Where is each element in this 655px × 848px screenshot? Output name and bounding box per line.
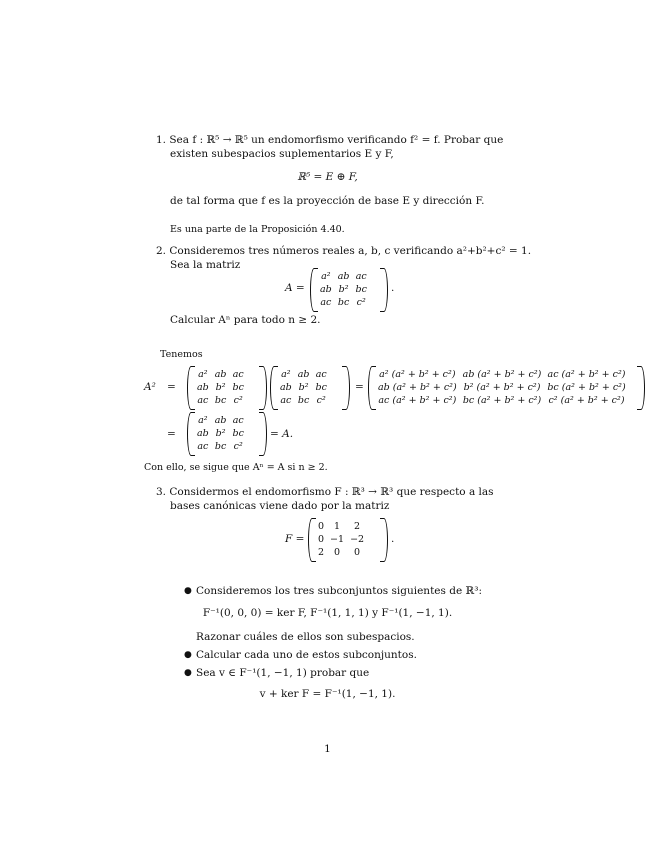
matrix-row [277,381,330,394]
matrix-cell: 0 [354,547,361,558]
matrix-row [194,427,247,440]
matrix-cell: bc (a² + b² + c²) [547,382,626,393]
matrix-cell: 1 [334,521,341,532]
matrix-row [194,414,247,427]
problem-1-formula: ℝ⁵ = E ⊕ F, [297,171,358,183]
matrix-a-label: A = [285,282,305,294]
matrix-cell: −2 [350,534,365,545]
matrix-cell: a² [281,369,291,380]
bullet-1-text: Consideremos los tres subconjuntos siguientes de ℝ³: [196,585,482,597]
matrix-cell: b² [298,382,309,393]
matrix-cell: ab [320,284,332,295]
right-paren [637,366,645,410]
matrix-cell: ac (a² + b² + c²) [378,395,457,406]
matrix-row [317,296,370,309]
right-paren [380,268,388,312]
matrix-cell: bc [315,382,327,393]
right-paren [259,412,267,456]
matrix-cell: 2 [354,521,361,532]
matrix-cell: bc (a² + b² + c²) [462,395,542,406]
equals-a: = A. [270,428,294,440]
right-paren [380,518,388,562]
matrix-cell: ab (a² + b² + c²) [378,382,457,393]
matrix-cell: ac [315,369,327,380]
problem-3-line-1: 3. Considermos el endomorfismo F : ℝ³ → ℝ³ que respecto a las [156,486,494,498]
matrix-cell: b² [338,284,349,295]
matrix-cell: ab (a² + b² + c²) [462,369,542,380]
right-paren [342,366,350,410]
matrix-row [277,394,330,407]
solution-intro: Tenemos [160,349,203,360]
matrix-cell: ab [197,382,209,393]
matrix-cell: b² [215,382,226,393]
matrix-row [277,368,330,381]
formula-coset: v + ker F = F⁻¹(1, −1, 1). [259,688,396,700]
matrix-cell: a² [198,369,208,380]
matrix-row [194,368,247,381]
bullet-2-text: Calcular cada uno de estos subconjuntos. [196,649,417,661]
matrix-cell: c² [233,395,243,406]
matrix-cell: a² [198,415,208,426]
matrix-row [194,381,247,394]
matrix-row [315,533,367,546]
bullet-icon: ● [184,586,192,596]
matrix-cell: a² (a² + b² + c²) [379,369,456,380]
matrix-cell: c² [233,441,243,452]
matrix-cell: bc [232,428,244,439]
matrix-a-end: . [391,282,395,294]
matrix-cell: ac [232,369,244,380]
matrix-cell: ab [197,428,209,439]
matrix-cell: 2 [318,547,325,558]
matrix-row [375,394,629,407]
matrix-cell: 0 [318,534,325,545]
matrix-cell: bc [214,441,227,452]
a-squared-label: A² [144,381,156,393]
matrix-row [375,381,629,394]
equals-1: = [167,381,176,393]
matrix-cell: ab [280,382,292,393]
solution-conclusion: Con ello, se sigue que Aⁿ = A si n ≥ 2. [144,462,328,473]
problem-2-line-2: Sea la matriz [170,259,241,271]
matrix-cell: c² [316,395,326,406]
matrix-cell: 0 [334,547,341,558]
page-number: 1 [324,743,331,755]
matrix-cell: ab [297,369,310,380]
matrix-cell: a² [321,271,331,282]
matrix-row [317,270,370,283]
matrix-a-right-factor [270,366,350,410]
matrix-row [194,440,247,453]
matrix-f [308,518,388,562]
matrix-cell: ab [214,415,227,426]
matrix-a-left-factor [187,366,267,410]
matrix-cell: bc [337,297,350,308]
matrix-cell: −1 [330,534,345,545]
problem-1-answer: Es una parte de la Proposición 4.40. [170,224,345,235]
problem-2-line-3: Calcular Aⁿ para todo n ≥ 2. [170,314,321,326]
matrix-cell: ac [197,395,209,406]
formula-preimages: F⁻¹(0, 0, 0) = ker F, F⁻¹(1, 1, 1) y F⁻¹(1, −1, 1). [202,607,453,619]
problem-1-line-3: de tal forma que f es la proyección de base E y dirección F. [170,195,485,207]
matrix-cell: ac [320,297,332,308]
right-paren [259,366,267,410]
bullet-3-text: Sea v ∈ F⁻¹(1, −1, 1) probar que [196,667,370,679]
matrix-f-label: F = [285,533,305,545]
matrix-cell: c² (a² + b² + c²) [548,395,625,406]
matrix-cell: ab [337,271,350,282]
matrix-cell: c² [356,297,366,308]
matrix-cell: b² (a² + b² + c²) [463,382,541,393]
matrix-f-end: . [391,533,395,545]
problem-3-line-2: bases canónicas viene dado por la matriz [170,500,390,512]
bullet-icon: ● [184,650,192,660]
problem-1-line-2: existen subespacios suplementarios E y F, [170,148,394,160]
equals-3: = [167,428,176,440]
problem-2-line-1: 2. Consideremos tres números reales a, b, c verificando a²+b²+c² = 1. [156,245,532,257]
matrix-cell: bc [214,395,227,406]
matrix-row [194,394,247,407]
matrix-cell: ac [232,415,244,426]
matrix-cell: bc [232,382,244,393]
equals-2: = [355,381,364,393]
matrix-row [315,546,367,559]
matrix-row [317,283,370,296]
bullet-icon: ● [184,668,192,678]
matrix-cell: bc [297,395,310,406]
matrix-cell: ab [214,369,227,380]
matrix-a-result [187,412,267,456]
matrix-cell: 0 [318,521,325,532]
problem-1-line-1: 1. Sea f : ℝ⁵ → ℝ⁵ un endomorfismo verificando f² = f. Probar que [156,134,504,146]
matrix-cell: bc [355,284,367,295]
matrix-cell: ac [197,441,209,452]
matrix-cell: b² [215,428,226,439]
matrix-cell: ac [280,395,292,406]
matrix-row [375,368,629,381]
reason-text: Razonar cuáles de ellos son subespacios. [196,631,415,643]
matrix-row [315,520,367,533]
matrix-a [310,268,388,312]
matrix-cell: ac (a² + b² + c²) [547,369,626,380]
matrix-product [368,366,645,410]
matrix-cell: ac [355,271,367,282]
